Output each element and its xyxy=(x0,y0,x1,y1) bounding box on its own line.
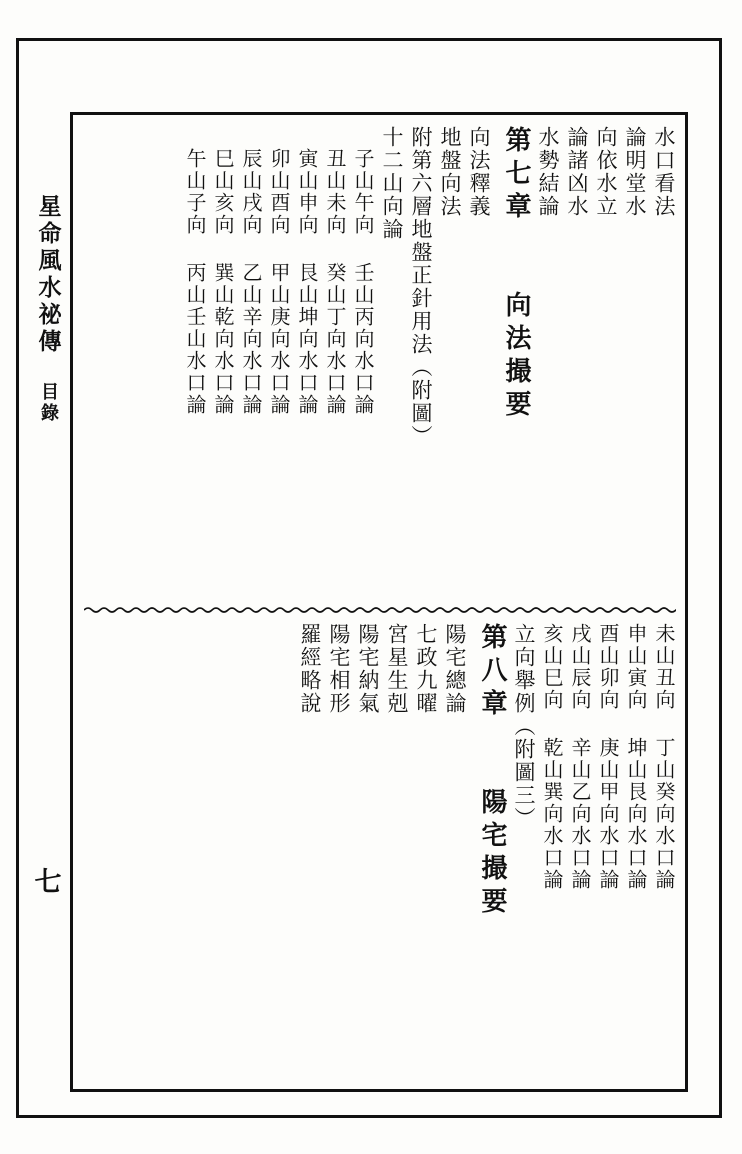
section-divider xyxy=(84,605,676,615)
chapter-heading: 第七章 向法撮要 xyxy=(501,126,531,423)
toc-entry: 卯山酉向 甲山庚向水口論 xyxy=(267,148,291,416)
toc-entry: 丑山未向 癸山丁向水口論 xyxy=(323,148,347,416)
toc-entry: 陽宅總論 xyxy=(443,623,467,715)
toc-entry: 陽宅納氣 xyxy=(356,623,380,715)
toc-entry: 地盤向法 xyxy=(438,126,462,218)
toc-entry: 附第六層地盤正針用法（附圖） xyxy=(409,126,433,448)
toc-entry: 亥山巳向 乾山巽向水口論 xyxy=(540,623,564,891)
toc-entry: 向依水立 xyxy=(594,126,618,218)
toc-entry: 子山午向 壬山丙向水口論 xyxy=(351,148,375,416)
toc-entry: 陽宅相形 xyxy=(327,623,351,715)
toc-entry: 午山子向 丙山壬山水口論 xyxy=(183,148,207,416)
toc-entry: 羅經略說 xyxy=(298,623,322,715)
toc-entry: 巳山亥向 巽山乾向水口論 xyxy=(211,148,235,416)
toc-entry: 十二山向論 xyxy=(380,126,404,241)
toc-entry: 論明堂水 xyxy=(623,126,647,218)
book-title: 星命風水祕傳 xyxy=(34,194,62,356)
toc-entry: 水勢結論 xyxy=(536,126,560,218)
toc-entry: 七政九曜 xyxy=(414,623,438,715)
page-number: 七 xyxy=(34,867,62,898)
toc-entry: 酉山卯向 庚山甲向水口論 xyxy=(596,623,620,891)
book-spine xyxy=(22,44,74,1112)
toc-entry: 辰山戌向 乙山辛向水口論 xyxy=(239,148,263,416)
chapter-heading: 第八章 陽宅撮要 xyxy=(477,623,507,920)
toc-entry: 論諸凶水 xyxy=(565,126,589,218)
text-frame xyxy=(70,112,688,1092)
toc-entry: 向法釋義 xyxy=(467,126,491,218)
toc-entry: 宮星生剋 xyxy=(385,623,409,715)
toc-entry: 戌山辰向 辛山乙向水口論 xyxy=(568,623,592,891)
toc-entry: 申山寅向 坤山艮向水口論 xyxy=(624,623,648,891)
toc-entry: 立向舉例（附圖三） xyxy=(512,623,536,830)
toc-top-block xyxy=(86,126,676,596)
toc-bottom-block xyxy=(86,623,676,1078)
toc-entry: 水口看法 xyxy=(652,126,676,218)
toc-entry: 未山丑向 丁山癸向水口論 xyxy=(652,623,676,891)
toc-entry: 寅山申向 艮山坤向水口論 xyxy=(295,148,319,416)
text-frame-inner xyxy=(76,118,682,1086)
section-label: 目錄 xyxy=(38,382,59,424)
